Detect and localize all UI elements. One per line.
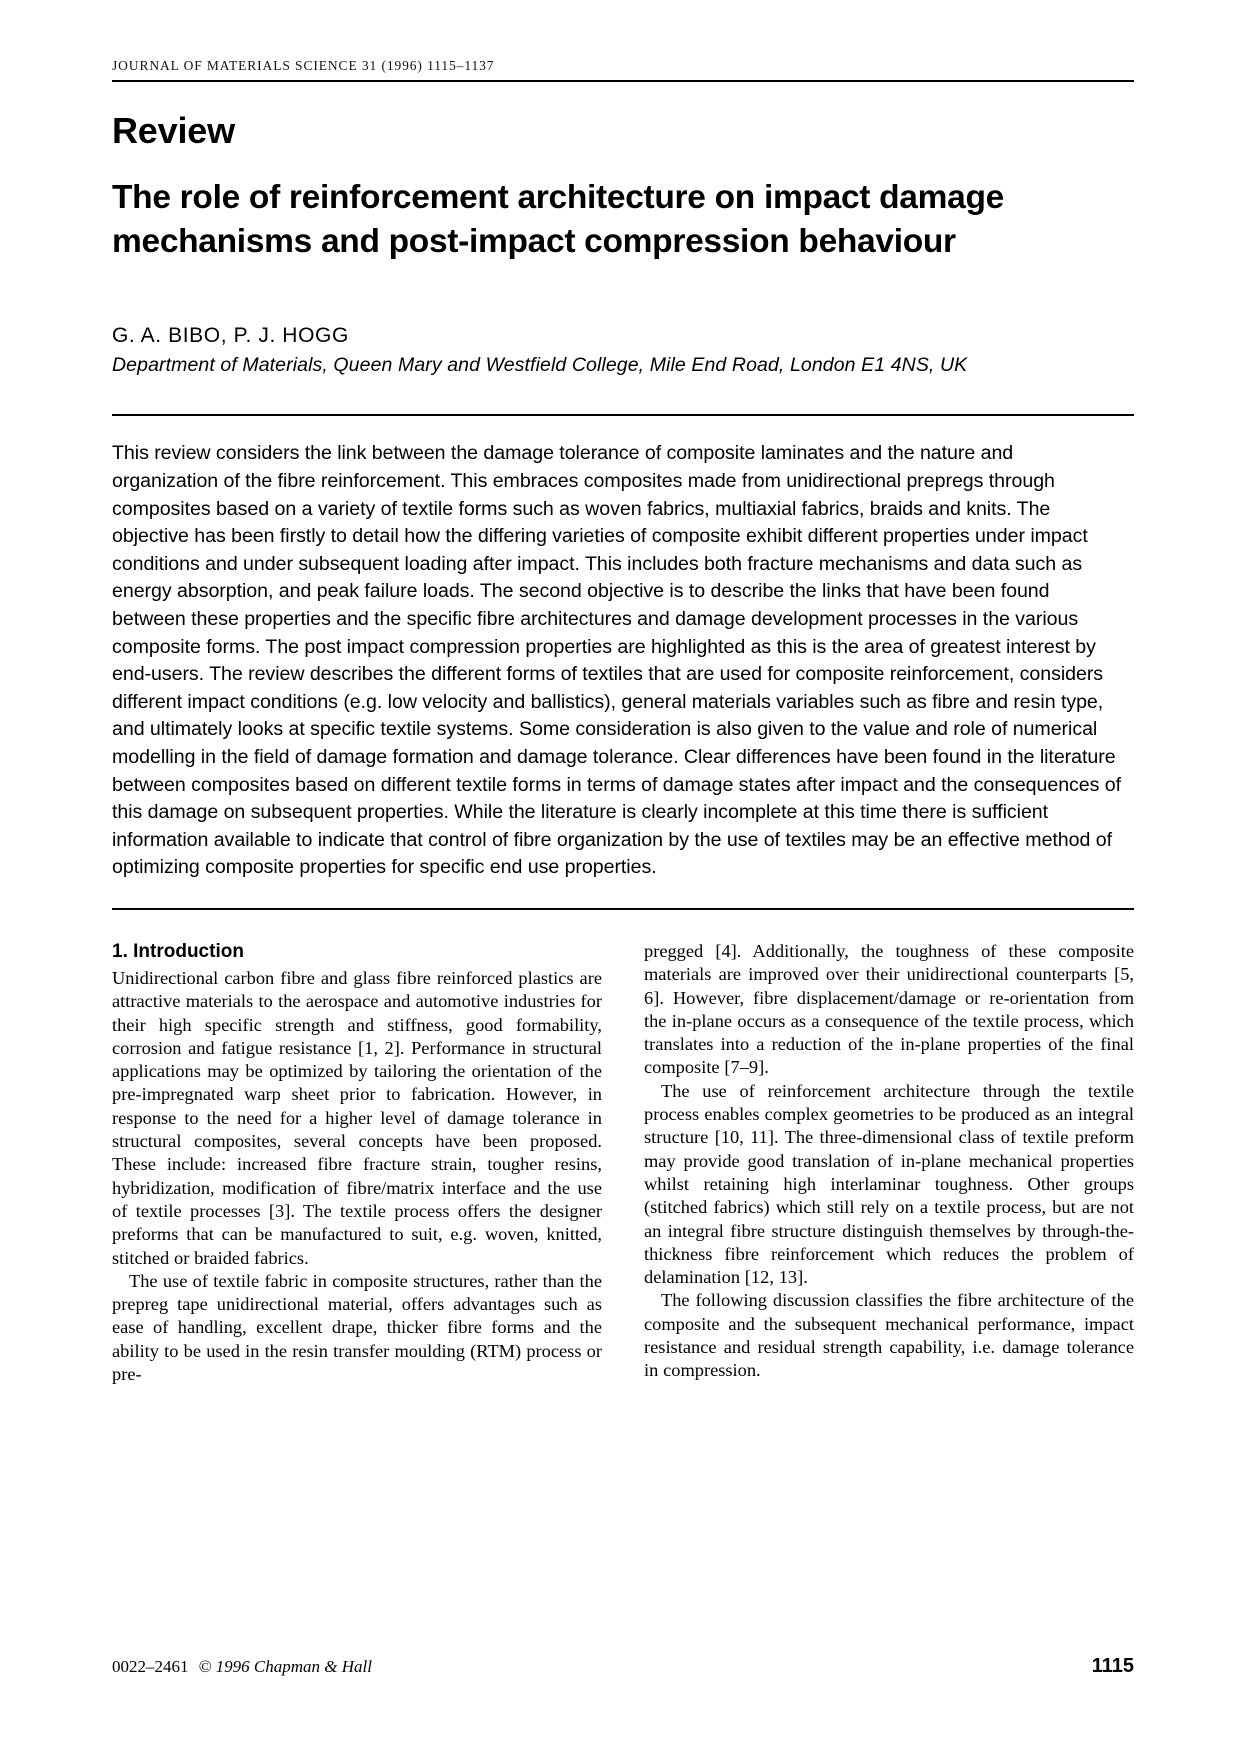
abstract-bottom-rule: [112, 908, 1134, 910]
author-affiliation: Department of Materials, Queen Mary and Westfield College, Mile End Road, London E1 4NS, UK: [112, 354, 968, 377]
copyright-notice: © 1996 Chapman & Hall: [198, 1657, 372, 1676]
title-block: [112, 108, 1134, 264]
running-head: JOURNAL OF MATERIALS SCIENCE 31 (1996) 1115–1137: [112, 58, 495, 73]
section-heading-introduction: 1. Introduction: [112, 940, 244, 962]
column-left: [112, 940, 602, 1386]
page-footer: [112, 1655, 1134, 1678]
header-rule: [112, 80, 1134, 82]
page-number: 1115: [1091, 1655, 1134, 1677]
footer-imprint: [112, 1657, 372, 1677]
paragraph: The following discussion classifies the fibre architecture of the composite and the subsequent mechanical performance, impact resistance and residual strength capability, i.e. damage tolerance in compression.: [644, 1290, 1134, 1381]
column-right: [644, 940, 1134, 1386]
article-type-label: Review: [112, 110, 235, 151]
author-list: G. A. BIBO, P. J. HOGG: [112, 324, 349, 348]
body-columns: [112, 940, 1134, 1386]
paragraph: Unidirectional carbon fibre and glass fibre reinforced plastics are attractive materials to the aerospace and automotive industries for their high specific strength and stiffness, good formability, corrosion and fatigue resistance [1, 2]. Performance in structural applications may be optimized by tailoring the orientation of the pre-impregnated warp sheet prior to fabrication. However, in response to the need for a higher level of damage tolerance in structural composites, several concepts have been proposed. These include: increased fibre fracture strain, tougher resins, hybridization, modification of fibre/matrix interface and the use of textile processes [3]. The textile process offers the designer preforms that can be manufactured to suit, e.g. woven, knitted, stitched or braided fabrics.: [112, 967, 602, 1268]
abstract-top-rule: [112, 414, 1134, 416]
abstract-section: [112, 414, 1134, 910]
page-content: [112, 58, 1134, 1386]
paragraph: The use of textile fabric in composite structures, rather than the prepreg tape unidirectional material, offers advantages such as ease of handling, excellent drape, thicker fibre forms and the ability to be used in the resin transfer moulding (RTM) process or pre-: [112, 1270, 602, 1384]
paragraph: pregged [4]. Additionally, the toughness of these composite materials are improved over their unidirectional counterparts [5, 6]. However, fibre displacement/damage or re-orientation from the in-plane occurs as a consequence of the textile process, which translates into a reduction of the in-plane properties of the final composite [7–9].: [644, 940, 1134, 1078]
page-title: The role of reinforcement architecture on impact damage mechanisms and post-impact compression behaviour: [112, 179, 1004, 261]
paragraph: The use of reinforcement architecture through the textile process enables complex geometries to be produced as an integral structure [10, 11]. The three-dimensional class of textile preform may provide good translation of in-plane mechanical properties whilst retaining high interlaminar toughness. Other groups (stitched fabrics) which still rely on a textile process, but are not an integral fibre structure distinguish themselves by through-the-thickness fibre reinforcement which reduces the problem of delamination [12, 13].: [644, 1080, 1134, 1288]
issn-number: 0022–2461: [112, 1657, 189, 1676]
abstract-text: This review considers the link between the damage tolerance of composite laminates and the nature and organization of the fibre reinforcement. This embraces composites made from unidirectional prepregs through composites based on a variety of textile forms such as woven fabrics, multiaxial fabrics, braids and knits. The objective has been firstly to detail how the differing varieties of composite exhibit different properties under impact conditions and under subsequent loading after impact. This includes both fracture mechanisms and data such as energy absorption, and peak failure loads. The second objective is to describe the links that have been found between these properties and the specific fibre architectures and damage development processes in the various composite forms. The post impact compression properties are highlighted as this is the area of greatest interest by end-users. The review describes the different forms of textiles that are used for composite reinforcement, considers different impact conditions (e.g. low velocity and ballistics), general materials variables such as fibre and resin type, and ultimately looks at specific textile systems. Some consideration is also given to the value and role of numerical modelling in the field of damage formation and damage tolerance. Clear differences have been found in the literature between composites based on different textile forms in terms of damage states after impact and the consequences of this damage on subsequent properties. While the literature is clearly incomplete at this time there is sufficient information available to indicate that control of fibre organization by the use of textiles may be an effective method of optimizing composite properties for specific end use properties.: [112, 442, 1122, 879]
